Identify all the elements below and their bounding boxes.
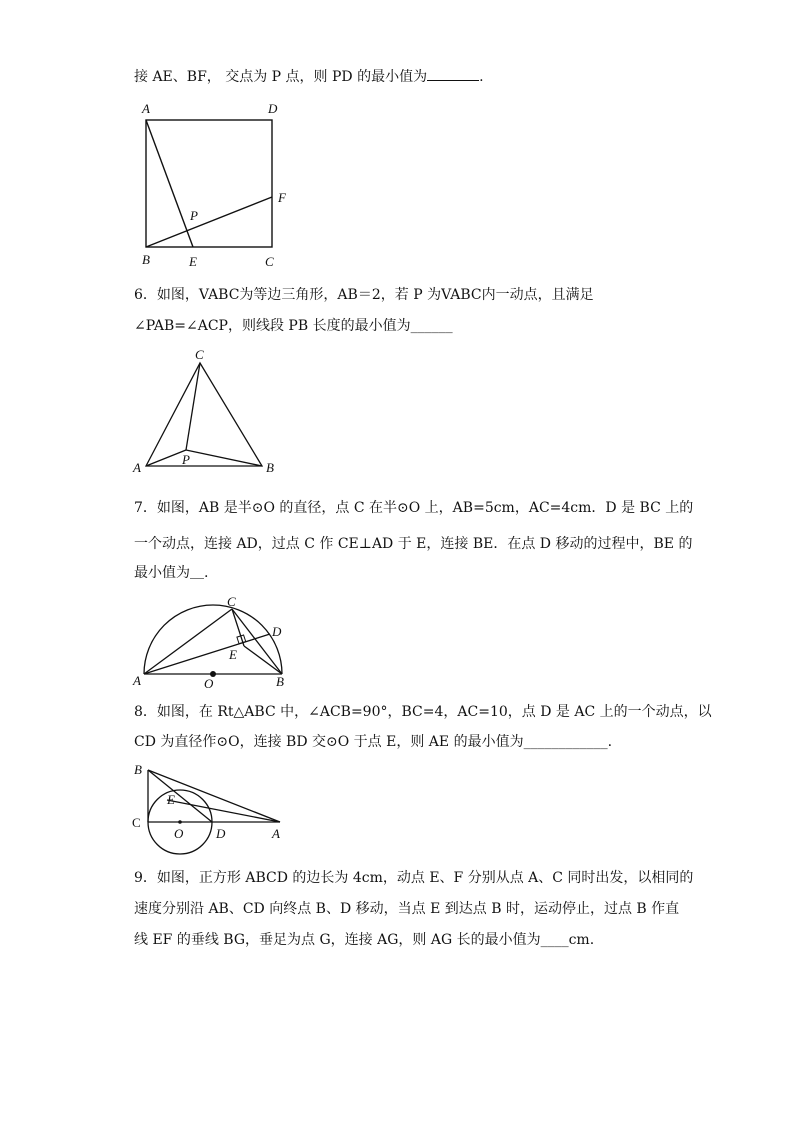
q8-line2: CD 为直径作⊙O，连接 BD 交⊙O 于点 E，则 AE 的最小值为____________. bbox=[134, 734, 613, 750]
figure-triangle bbox=[130, 344, 280, 478]
label-e: E bbox=[189, 254, 197, 269]
q5-tail-end: . bbox=[479, 69, 484, 85]
q8-line1: 8．如图，在 Rt△ABC 中，∠ACB=90°，BC=4，AC=10，点 D 是 AC 上的一个动点，以 bbox=[134, 704, 712, 720]
segment-ap bbox=[146, 450, 186, 466]
label-d: D bbox=[272, 624, 282, 639]
label-d: D bbox=[268, 101, 278, 116]
label-o: O bbox=[204, 676, 214, 690]
label-p: P bbox=[182, 452, 190, 467]
label-a: A bbox=[272, 826, 280, 841]
square-outline bbox=[146, 120, 272, 247]
label-c: C bbox=[265, 254, 274, 269]
label-e: E bbox=[167, 792, 175, 807]
semicircle-arc bbox=[144, 605, 282, 674]
center-point-o bbox=[178, 820, 182, 824]
segment-ae bbox=[146, 120, 193, 247]
label-d: D bbox=[216, 826, 226, 841]
segment-ea bbox=[167, 800, 280, 822]
label-b: B bbox=[266, 460, 274, 475]
label-e: E bbox=[229, 647, 237, 662]
q6-line2: ∠PAB=∠ACP，则线段 PB 长度的最小值为______ bbox=[134, 318, 453, 334]
label-c: C bbox=[132, 815, 141, 830]
q9-line2: 速度分别沿 AB、CD 向终点 B、D 移动，当点 E 到达点 B 时，运动停止，过点 B 作直 bbox=[134, 901, 680, 917]
label-p: P bbox=[190, 208, 198, 223]
q7-line2: 一个动点，连接 AD，过点 C 作 CE⊥AD 于 E，连接 BE．在点 D 移动的过程中，BE 的 bbox=[134, 536, 693, 552]
label-o: O bbox=[174, 826, 184, 841]
figure-semicircle bbox=[132, 592, 292, 690]
triangle-abc bbox=[146, 363, 262, 466]
segment-bf bbox=[146, 197, 272, 247]
label-c: C bbox=[195, 347, 204, 362]
label-a: A bbox=[142, 101, 150, 116]
label-f: F bbox=[278, 190, 286, 205]
label-a: A bbox=[133, 460, 141, 475]
q9-line1: 9．如图，正方形 ABCD 的边长为 4cm，动点 E、F 分别从点 A、C 同时出发，以相同的 bbox=[134, 870, 694, 886]
q7-line1: 7．如图，AB 是半⊙O 的直径，点 C 在半⊙O 上，AB=5cm，AC=4cm．D 是 BC 上的 bbox=[134, 500, 694, 516]
label-b: B bbox=[134, 762, 142, 777]
segment-bd bbox=[148, 770, 212, 822]
q7-line3: 最小值为＿. bbox=[134, 565, 209, 581]
q6-line1: 6．如图，VABC为等边三角形，AB＝2，若 P 为VABC内一动点，且满足 bbox=[134, 287, 594, 303]
label-a: A bbox=[133, 673, 141, 688]
segment-pb bbox=[186, 450, 262, 466]
label-c: C bbox=[227, 594, 236, 609]
answer-blank bbox=[427, 66, 479, 81]
segment-ac bbox=[144, 609, 232, 674]
label-b: B bbox=[276, 674, 284, 689]
segment-ad bbox=[144, 634, 270, 674]
q5-tail-text: 接 AE、BF， 交点为 P 点，则 PD 的最小值为 bbox=[134, 69, 428, 85]
figure-square bbox=[136, 98, 296, 272]
figure-right-triangle-circle bbox=[130, 760, 290, 860]
label-b: B bbox=[142, 252, 150, 267]
q9-line3: 线 EF 的垂线 BG，垂足为点 G，连接 AG，则 AG 长的最小值为____cm. bbox=[134, 932, 595, 948]
q5-tail-line bbox=[134, 66, 484, 87]
